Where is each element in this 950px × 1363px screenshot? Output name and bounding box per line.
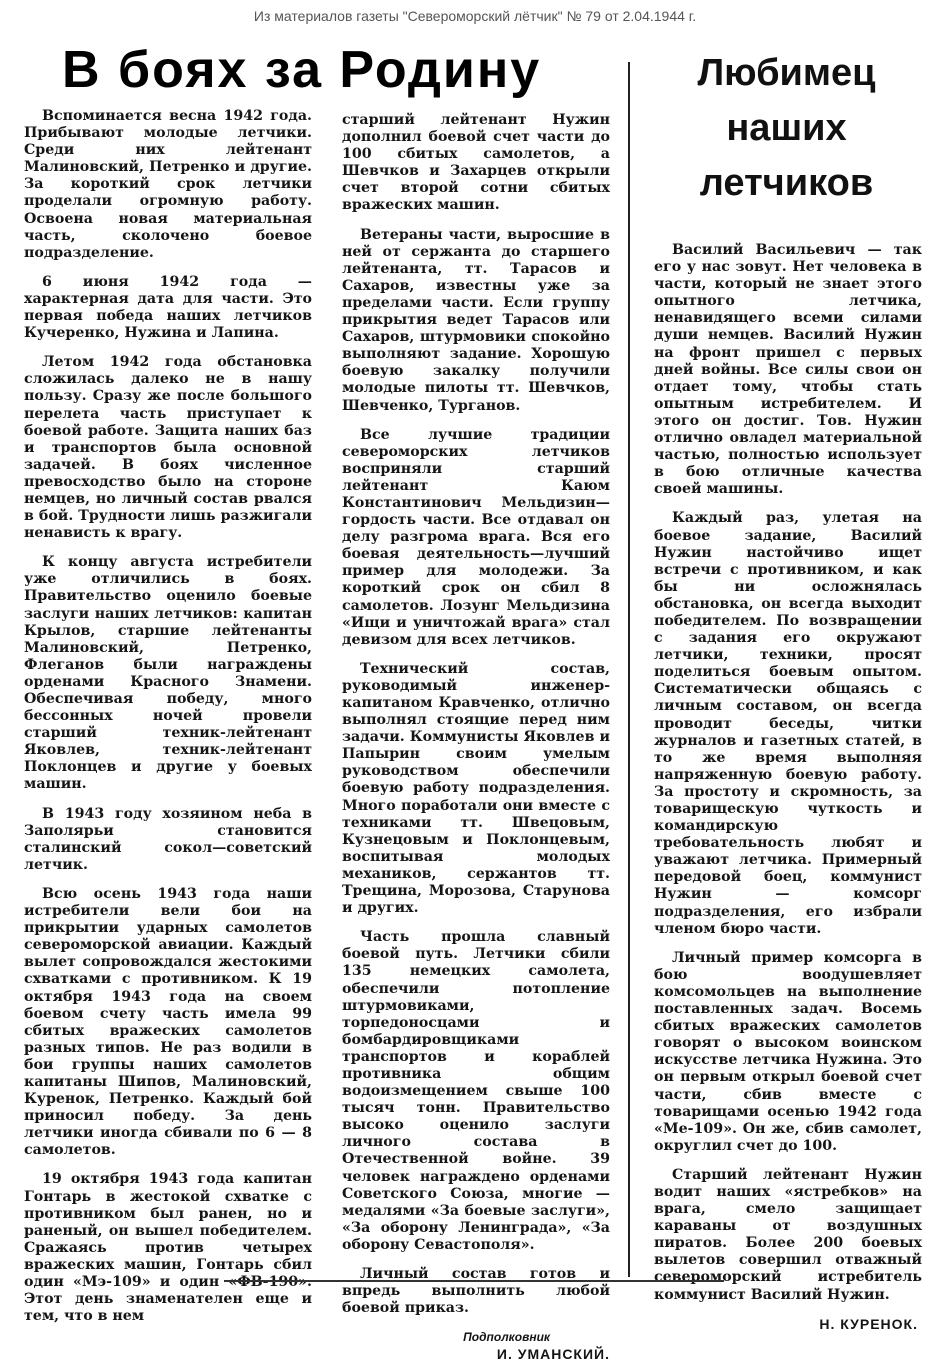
main-article-column-1 [24, 108, 312, 1337]
newspaper-page [24, 32, 924, 1363]
column-divider [628, 62, 630, 1277]
article-paragraph: Часть прошла славный боевой путь. Летчики сбили 135 немецких самолета, обеспечили потопление штурмовиками, торпедоносцами и бомбардировщиками транспортов и кораблей противника общим водоизмещением свыше 100 тысяч тонн. Правительство высоко оценило заслуги личного состава в Отечественной войне. 39 человек награждено орденами Советского Союза, многие — медалями «За боевые заслуги», «За оборону Ленинграда», «За оборону Севастополя». [342, 929, 610, 1253]
signature-name: И. УМАНСКИЙ. [496, 1346, 610, 1363]
main-article-column-2 [342, 112, 610, 1363]
article-paragraph: К концу августа истребители уже отличились в боях. Правительство оценило боевые заслуги наших летчиков: капитан Крылов, старшие лейтенанты Малиновский, Петренко, Флеганов были награждены орденами Красного Знамени. Обеспечивая победу, много бессонных ночей провели старший техник-лейтенант Яковлев, техник-лейтенант Поклонцев и другие у боевых машин. [24, 554, 312, 793]
article-paragraph: 19 октября 1943 года капитан Гонтарь в жестокой схватке с противником был ранен, но и раненый, он вышел победителем. Сражаясь против четырех вражеских машин, Гонтарь сбил один «Мэ-109» и один «ФВ-190». Этот день знаменателен еще и тем, что в нем [24, 1171, 312, 1325]
article-paragraph: Летом 1942 года обстановка сложилась далеко не в нашу пользу. Сразу же после большого перелета часть приступает к боевой работе. Защита наших баз и транспортов была основной задачей. В боях численное превосходство было на стороне немцев, но личный состав рвался в бой. Трудности лишь разжигали ненависть к врагу. [24, 354, 312, 542]
side-article-column [654, 242, 922, 1333]
source-caption: Из материалов газеты "Североморский лётчик" № 79 от 2.04.1944 г. [253, 8, 697, 24]
article-paragraph: Ветераны части, выросшие в ней от сержанта до старшего лейтенанта, тт. Тарасов и Сахаров, известны уже за пределами части. Если группу прикрытия ведет Тарасов или Сахаров, штурмовики спокойно выполняют задание. Хорошую боевую закалку получили молодые пилоты тт. Шевчков, Шевченко, Турганов. [342, 226, 610, 414]
side-headline: Любимец наших летчиков [697, 52, 876, 204]
article-paragraph: Личный пример комсорга в бою воодушевляет комсомольцев на выполнение поставленных задач. Восемь сбитых вражеских самолетов говорят о высоком воинском искусстве летчика Нужина. Это он первым открыл боевой счет части, сбив вместе с товарищами осенью 1942 года «Ме-109». Он же, сбив самолет, округлил счет до 100. [654, 949, 922, 1154]
article-paragraph: Вспоминается весна 1942 года. Прибывают молодые летчики. Среди них лейтенант Малиновский, Петренко и другие. За короткий срок летчики проделали огромную работу. Освоена новая материальная часть, сколочено боевое подразделение. [24, 108, 312, 261]
bottom-rule [224, 1280, 724, 1282]
article-paragraph: Каждый раз, улетая на боевое задание, Василий Нужин настойчиво ищет встречи с противником, и как бы ни осложнялась обстановка, он всегда выходит победителем. По возвращении с задания его окружают летчики, техники, просят поделиться боевым опытом. Систематически общаясь с личным составом, он всегда проводит беседы, читки журналов и газетных статей, в то же время выполняя напряженную боевую работу. За простоту и скромность, за товарищескую чуткость и командирскую требовательность любят и уважают летчика. Примерный передовой боец, коммунист Нужин — комсорг подразделения, его избрали членом бюро части. [654, 510, 922, 937]
article-paragraph: Василий Васильевич — так его у нас зовут. Нет человека в части, который не знает этого опытного летчика, ненавидящего всеми силами души немцев. Василий Нужин на фронт пришел с первых дней войны. Все силы свои он отдает тому, чтобы стать опытным истребителем. И этого он достиг. Тов. Нужин отлично овладел материальной частью, полностью использует в бою отличные качества своей машины. [654, 242, 922, 498]
article-paragraph: старший лейтенант Нужин дополнил боевой счет части до 100 сбитых самолетов, а Шевчков и Захарцев открыли счет второй сотни сбитых вражеских машин. [342, 112, 610, 214]
article-paragraph: Старший лейтенант Нужин водит наших «ястребков» на врага, смело защищает караваны от воздушных пиратов. Более 200 боевых вылетов совершил отважный североморский истребитель коммунист Василий Нужин. [654, 1166, 922, 1303]
article-paragraph: Всю осень 1943 года наши истребители вели бои на прикрытии ударных самолетов североморской авиации. Каждый вылет сопровождался жестокими схватками с противником. К 19 октября 1943 года на своем боевом счету часть имела 99 сбитых вражеских самолетов разных типов. Не раз водили в бои группы наших самолетов капитаны Шипов, Малиновский, Куренок, Петренко. Каждый бой приносил победу. За день летчики иногда сбивали по 6 — 8 самолетов. [24, 885, 312, 1159]
article-paragraph: 6 июня 1942 года — характерная дата для части. Это первая победа наших летчиков Кучеренко, Нужина и Лапина. [24, 273, 312, 342]
article-paragraph: Все лучшие традиции североморских летчиков восприняли старший лейтенант Каюм Константинович Мельдизин—гордость части. Все отдавал он делу разгрома врага. Вся его боевая деятельность—лучший пример для молодежи. За короткий срок он сбил 8 самолетов. Лозунг Мельдизина «Ищи и уничтожай врага» стал девизом для всех летчиков. [342, 426, 610, 648]
main-headline: В боях за Родину [62, 41, 542, 99]
article-paragraph: Личный состав готов и впредь выполнить любой боевой приказ. [342, 1266, 610, 1317]
article-paragraph: В 1943 году хозяином неба в Заполярьи становится сталинский сокол—советский летчик. [24, 805, 312, 873]
signature-name: Н. КУРЕНОК. [819, 1315, 918, 1332]
article-paragraph: Технический состав, руководимый инженер-капитаном Кравченко, отлично выполнял стоящие перед ним задачи. Коммунисты Яковлев и Папырин своим умелым руководством обеспечили боевую работу подразделения. Много поработали они вместе с техниками тт. Швецовым, Кузнецовым и Поклонцевым, воспитывая молодых механиков, сержантов тт. Трещина, Морозова, Старунова и других. [342, 660, 610, 917]
signature-rank: Подполковник [463, 1330, 550, 1345]
